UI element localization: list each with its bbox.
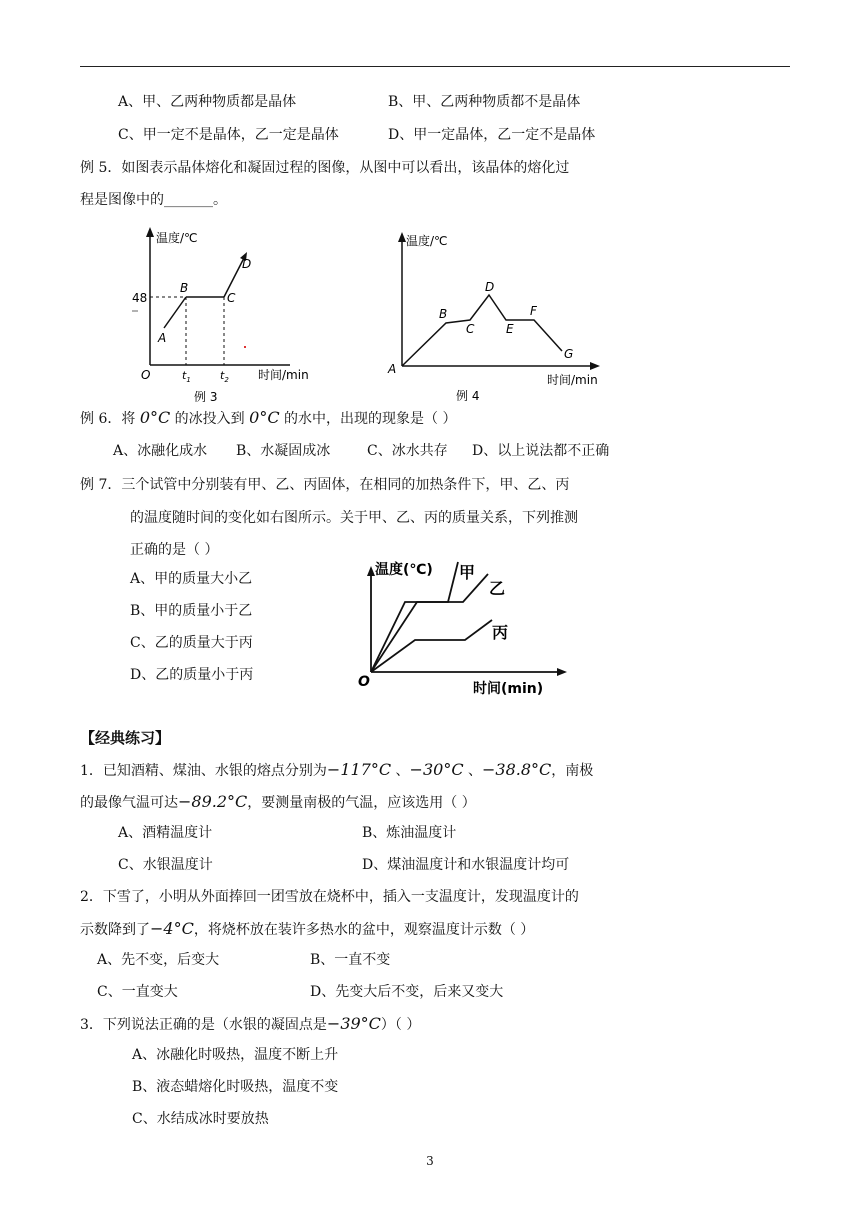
practice-q1-option-b: B、炼油温度计 <box>362 825 457 841</box>
ex5-line2: 程是图像中的_______。 <box>80 192 227 208</box>
fig7-label-jia: 甲 <box>459 563 476 582</box>
practice-q2-option-d: D、先变大后不变，后来又变大 <box>310 984 504 1000</box>
ex7-option-b: B、甲的质量小于乙 <box>130 603 253 619</box>
fig3-t2-label: $t_2$ <box>220 369 229 384</box>
fig4-x-arrow <box>590 362 600 370</box>
fig7-y-arrow <box>367 566 375 576</box>
q4-option-b: B、甲、乙两种物质都不是晶体 <box>388 94 581 110</box>
header-rule <box>80 66 790 67</box>
practice-q3-option-b: B、液态蜡熔化时吸热，温度不变 <box>132 1079 339 1095</box>
fig7-line-yi <box>371 574 488 672</box>
ex7-line3: 正确的是（ ） <box>130 542 219 558</box>
page-number: 3 <box>426 1154 434 1168</box>
fig3-point-a: A <box>158 331 167 345</box>
ex7-option-c: C、乙的质量大于丙 <box>130 635 253 651</box>
fig7-y-label: 温度(℃) <box>375 562 433 578</box>
fig3-segment-ab <box>164 297 186 328</box>
ex7-line2: 的温度随时间的变化如右图所示。关于甲、乙、丙的质量关系，下列推测 <box>130 510 578 526</box>
practice-heading: 【经典练习】 <box>80 729 171 747</box>
ex6-option-d: D、以上说法都不正确 <box>472 443 610 459</box>
fig3-point-d: D <box>242 257 252 271</box>
ex6-option-b: B、水凝固成冰 <box>236 443 331 459</box>
fig3-caption: 例 3 <box>194 390 218 404</box>
fig4-point-b: B <box>439 307 448 321</box>
practice-q2-line2: 示数降到了−4°C，将烧杯放在装许多热水的盆中，观察温度计示数（ ） <box>80 919 535 938</box>
fig4-x-label: 时间/min <box>547 373 598 387</box>
practice-q2-option-b: B、一直不变 <box>310 952 391 968</box>
q4-option-a: A、甲、乙两种物质都是晶体 <box>118 94 297 110</box>
practice-q1-option-d: D、煤油温度计和水银温度计均可 <box>362 857 570 873</box>
q4-option-d: D、甲一定晶体，乙一定不是晶体 <box>388 127 596 143</box>
practice-q3-option-c: C、水结成冰时要放热 <box>132 1111 269 1127</box>
fig3-y-label: 温度/℃ <box>156 231 198 245</box>
fig3-t1-label: $t_1$ <box>182 369 191 384</box>
fig3-y-arrow <box>146 227 154 237</box>
figure-7 <box>355 552 585 702</box>
figure-3 <box>130 225 330 405</box>
practice-q2-option-a: A、先不变，后变大 <box>97 952 220 968</box>
practice-q2-line1: 2．下雪了，小明从外面捧回一团雪放在烧杯中，插入一支温度计，发现温度计的 <box>80 889 579 905</box>
ex6-question: 例 6．将 0°C 的冰投入到 0°C 的水中，出现的现象是（ ） <box>80 408 457 427</box>
ex5-line1: 例 5．如图表示晶体熔化和凝固过程的图像，从图中可以看出，该晶体的熔化过 <box>80 160 570 176</box>
fig3-point-c: C <box>227 291 236 305</box>
fig4-y-label: 温度/℃ <box>406 234 448 248</box>
fig7-line-jia <box>371 562 458 672</box>
fig3-value-48: 48 <box>132 291 148 305</box>
fig4-point-f: F <box>530 304 537 318</box>
fig7-x-arrow <box>557 668 567 676</box>
ex6-option-a: A、冰融化成水 <box>113 443 208 459</box>
practice-q3-option-a: A、冰融化时吸热，温度不断上升 <box>132 1047 339 1063</box>
practice-q1-option-a: A、酒精温度计 <box>118 825 213 841</box>
fig3-x-label: 时间/min <box>258 368 309 382</box>
fig4-point-e: E <box>506 322 514 336</box>
ex7-option-d: D、乙的质量小于丙 <box>130 667 254 683</box>
practice-q1-line2: 的最像气温可达−89.2°C，要测量南极的气温，应该选用（ ） <box>80 792 476 811</box>
fig4-point-c: C <box>466 322 475 336</box>
fig4-point-a: A <box>388 362 397 376</box>
fig7-label-bing: 丙 <box>492 623 509 642</box>
fig4-point-g: G <box>564 347 574 361</box>
fig4-point-d: D <box>485 280 495 294</box>
fig4-curve <box>402 295 562 366</box>
fig7-origin: O <box>358 674 370 690</box>
fig3-origin: O <box>141 368 151 382</box>
fig3-point-b: B <box>180 281 189 295</box>
figure-4 <box>384 228 614 403</box>
fig4-y-arrow <box>398 232 406 242</box>
practice-q2-option-c: C、一直变大 <box>97 984 178 1000</box>
practice-q1-line1: 1．已知酒精、煤油、水银的熔点分别为−117°C 、−30°C 、−38.8°C，南极 <box>80 760 594 779</box>
fig3-red-dot <box>244 346 246 348</box>
practice-q3-question: 3．下列说法正确的是（水银的凝固点是−39°C）（ ） <box>80 1014 421 1033</box>
practice-q1-option-c: C、水银温度计 <box>118 857 213 873</box>
ex6-option-c: C、冰水共存 <box>367 443 448 459</box>
fig7-label-yi: 乙 <box>489 579 506 598</box>
fig4-caption: 例 4 <box>456 389 480 403</box>
ex7-option-a: A、甲的质量大小乙 <box>130 571 253 587</box>
fig7-x-label: 时间(min) <box>473 681 544 697</box>
q4-option-c: C、甲一定不是晶体，乙一定是晶体 <box>118 127 339 143</box>
ex7-line1: 例 7．三个试管中分别装有甲、乙、丙固体，在相同的加热条件下，甲、乙、丙 <box>80 477 570 493</box>
